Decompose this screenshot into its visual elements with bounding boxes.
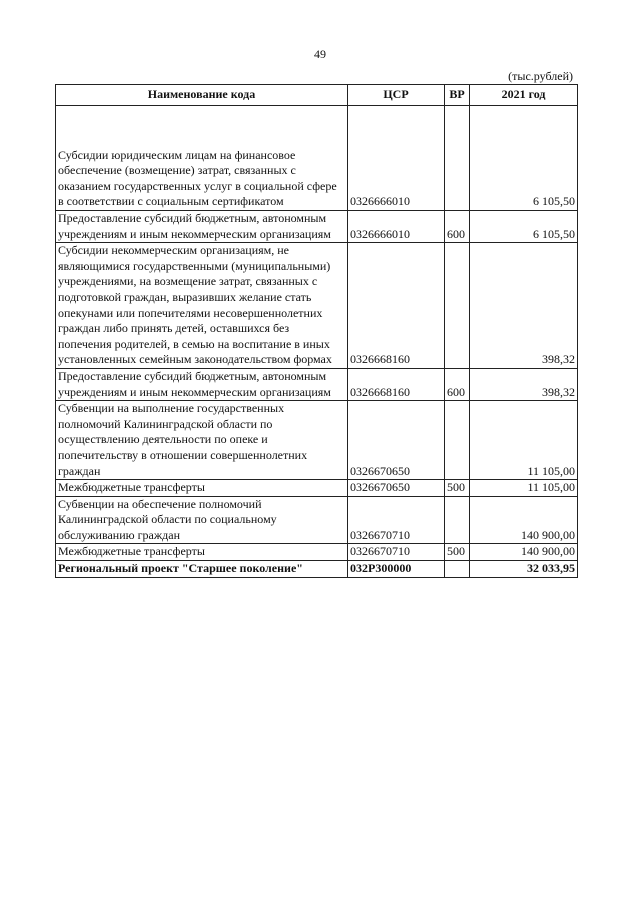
table-row <box>56 211 578 243</box>
row-csr: 0326670650 <box>348 480 445 497</box>
table-row <box>56 561 578 578</box>
row-csr: 0326666010 <box>348 211 445 243</box>
table-row <box>56 401 578 480</box>
row-vr <box>445 496 470 544</box>
row-name: Межбюджетные трансферты <box>56 544 348 561</box>
row-amount: 6 105,50 <box>470 106 578 211</box>
row-name: Предоставление субсидий бюджетным, автономным учреждениям и иным некоммерческим организациям <box>56 368 348 400</box>
row-csr: 0326666010 <box>348 106 445 211</box>
row-name: Субсидии юридическим лицам на финансовое обеспечение (возмещение) затрат, связанных с оказанием государственных услуг в социальной сфере в соответствии с социальным сертификатом <box>56 106 348 211</box>
row-amount: 398,32 <box>470 243 578 369</box>
row-vr: 600 <box>445 368 470 400</box>
table-row <box>56 106 578 211</box>
table-row <box>56 496 578 544</box>
row-vr <box>445 561 470 578</box>
row-amount: 32 033,95 <box>470 561 578 578</box>
units-label: (тыс.рублей) <box>508 69 573 83</box>
header-year: 2021 год <box>470 85 578 106</box>
row-amount: 140 900,00 <box>470 496 578 544</box>
header-vr: ВР <box>445 85 470 106</box>
row-csr: 0326670710 <box>348 496 445 544</box>
table-row <box>56 243 578 369</box>
table-row <box>56 544 578 561</box>
table-row <box>56 368 578 400</box>
row-name: Предоставление субсидий бюджетным, автономным учреждениям и иным некоммерческим организациям <box>56 211 348 243</box>
row-csr: 0326670710 <box>348 544 445 561</box>
header-name: Наименование кода <box>56 85 348 106</box>
budget-table <box>55 84 578 578</box>
row-csr: 0326668160 <box>348 368 445 400</box>
row-amount: 11 105,00 <box>470 480 578 497</box>
row-name: Региональный проект "Старшее поколение" <box>56 561 348 578</box>
row-vr: 600 <box>445 211 470 243</box>
row-amount: 11 105,00 <box>470 401 578 480</box>
row-vr: 500 <box>445 544 470 561</box>
row-csr: 032P300000 <box>348 561 445 578</box>
row-vr <box>445 243 470 369</box>
row-vr: 500 <box>445 480 470 497</box>
row-amount: 140 900,00 <box>470 544 578 561</box>
row-csr: 0326668160 <box>348 243 445 369</box>
header-csr: ЦСР <box>348 85 445 106</box>
table-row <box>56 480 578 497</box>
row-amount: 398,32 <box>470 368 578 400</box>
row-vr <box>445 401 470 480</box>
row-name: Субсидии некоммерческим организациям, не являющимися государственными (муниципальными) учреждениями, на возмещение затрат, связанных с подготовкой граждан, выразивших желание стать опекунами или попечителями несовершеннолетних граждан либо принять детей, оставшихся без попечения родителей, в семью на воспитание в иных установленных семейным законодательством формах <box>56 243 348 369</box>
row-name: Субвенции на обеспечение полномочий Калининградской области по социальному обслуживанию граждан <box>56 496 348 544</box>
row-csr: 0326670650 <box>348 401 445 480</box>
row-amount: 6 105,50 <box>470 211 578 243</box>
row-vr <box>445 106 470 211</box>
row-name: Субвенции на выполнение государственных полномочий Калининградской области по осуществлению деятельности по опеке и попечительству в отношении совершеннолетних граждан <box>56 401 348 480</box>
row-name: Межбюджетные трансферты <box>56 480 348 497</box>
table-header-row <box>56 85 578 106</box>
page-number: 49 <box>314 47 326 61</box>
